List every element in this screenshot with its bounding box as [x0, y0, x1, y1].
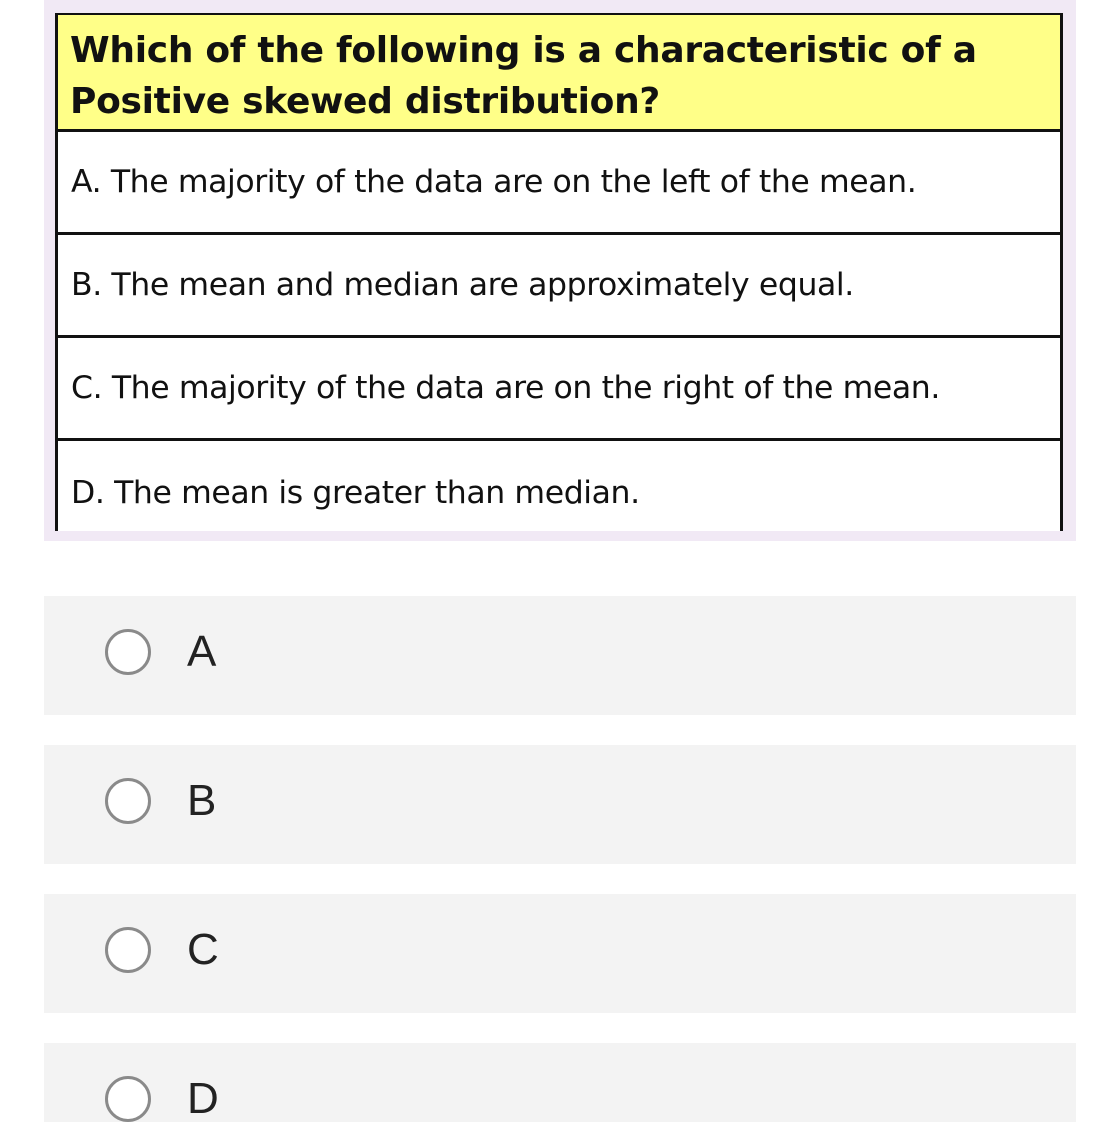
answer-choice-label: D [187, 1074, 219, 1123]
radio-unselected-icon[interactable] [105, 778, 151, 824]
answer-choice-d[interactable] [44, 1043, 1076, 1122]
answer-choice-c[interactable] [44, 894, 1076, 1013]
radio-unselected-icon[interactable] [105, 629, 151, 675]
question-text-line-2: Positive skewed distribution? [70, 81, 660, 122]
radio-unselected-icon[interactable] [105, 1076, 151, 1122]
question-option-d: D. The mean is greater than median. [71, 474, 640, 511]
question-table [55, 13, 1063, 531]
question-header [58, 15, 1060, 132]
answer-choice-label: A [187, 627, 217, 676]
answer-choice-label: C [187, 925, 219, 974]
question-image [44, 0, 1076, 541]
question-text-line-1: Which of the following is a characteristic of a [70, 30, 977, 71]
radio-unselected-icon[interactable] [105, 927, 151, 973]
question-option-a: A. The majority of the data are on the left of the mean. [58, 132, 1060, 235]
answer-choice-a[interactable] [44, 596, 1076, 715]
answer-choice-b[interactable] [44, 745, 1076, 864]
question-option-c: C. The majority of the data are on the right of the mean. [58, 338, 1060, 441]
question-option-b: B. The mean and median are approximately equal. [58, 235, 1060, 338]
answer-choice-label: B [187, 776, 217, 825]
